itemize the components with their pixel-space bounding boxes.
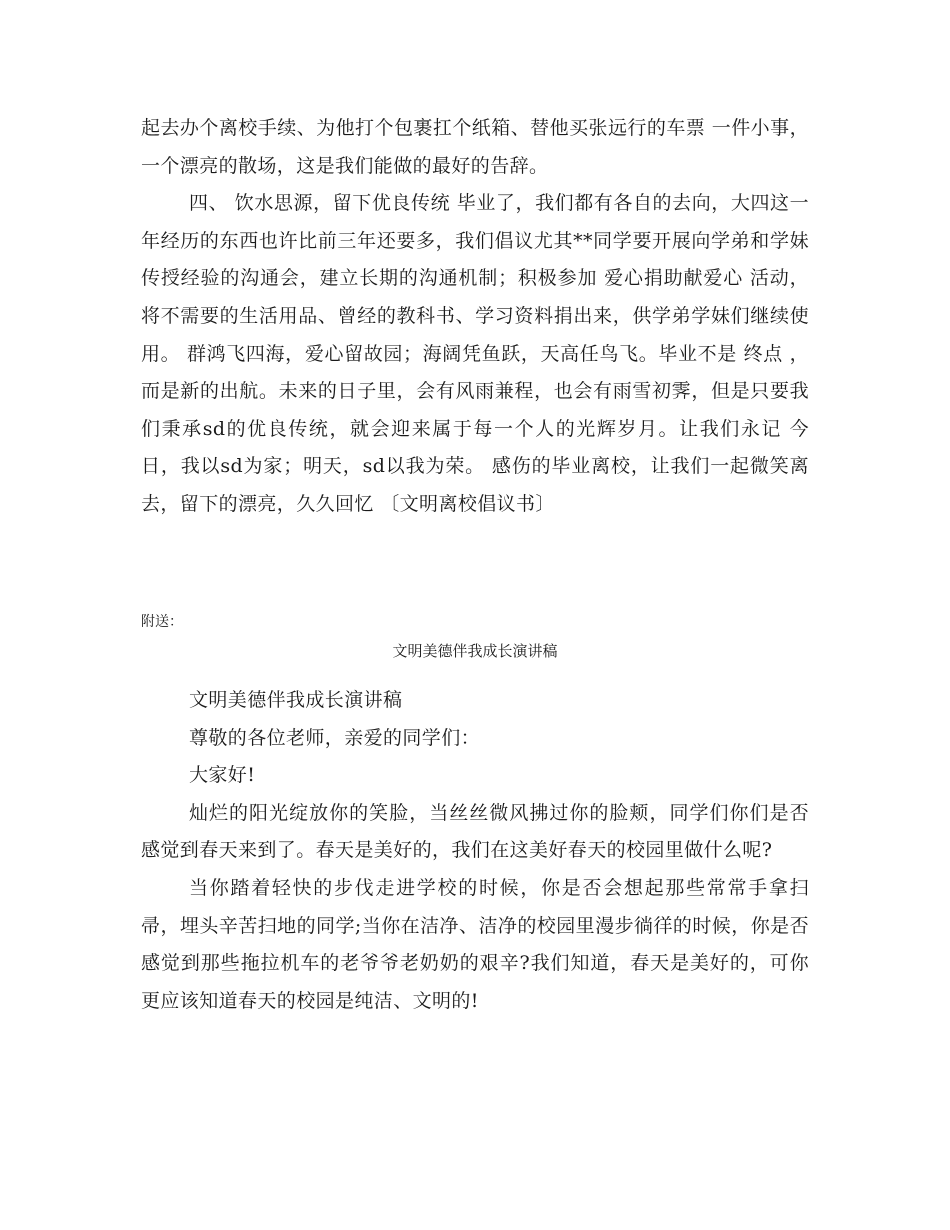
proposal-paragraph-continuation: 起去办个离校手续、为他打个包裹扛个纸箱、替他买张远行的车票 一件小事，一个漂亮的散场，这是我们能做的最好的告辞。 [141,117,809,177]
speech-heading: 文明美德伴我成长演讲稿 [189,689,403,711]
speech-text-block [141,682,809,1020]
speech-salutation: 尊敬的各位老师，亲爱的同学们： [189,726,481,749]
speech-paragraph: 灿烂的阳光绽放你的笑脸，当丝丝微风拂过你的脸颊，同学们你们是否感觉到春天来到了。春天是美好的，我们在这美好春天的校园里做什么呢? [141,801,809,862]
speech-paragraph: 当你踏着轻快的步伐走进学校的时候，你是否会想起那些常常手拿扫帚，埋头辛苦扫地的同学;当你在洁净、洁净的校园里漫步徜徉的时候，你是否感觉到那些拖拉机车的老爷爷老奶奶的艰辛?我们知道，春天是美好的，可你更应该知道春天的校园是纯洁、文明的! [141,876,809,1012]
attachment-title: 文明美德伴我成长演讲稿 [392,642,558,660]
attachment-label: 附送： [141,614,183,630]
proposal-paragraph-four: 四、 饮水思源，留下优良传统 毕业了，我们都有各自的去向，大四这一年经历的东西也许比前三年还要多，我们倡议尤其**同学要开展向学弟和学妹传授经验的沟通会，建立长期的沟通机制；积极参加 爱心捐助献爱心 活动，将不需要的生活用品、曾经的教科书、学习资料捐出来，供学弟学妹们继续使用。 群鸿飞四海，爱心留故园；海阔凭鱼跃，天高任鸟飞。毕业不是 终点 ，而是新的出航。未来的日子里，会有风雨兼程，也会有雨雪初霁，但是只要我们秉承sd的优良传统，就会迎来属于每一个人的光辉岁月。让我们永记 今日，我以sd为家；明天，sd以我为荣。 感伤的毕业离校，让我们一起微笑离去，留下的漂亮，久久回忆 〔文明离校倡议书〕 [141,192,809,515]
proposal-text-block [141,110,809,524]
speech-greeting: 大家好! [189,764,256,787]
